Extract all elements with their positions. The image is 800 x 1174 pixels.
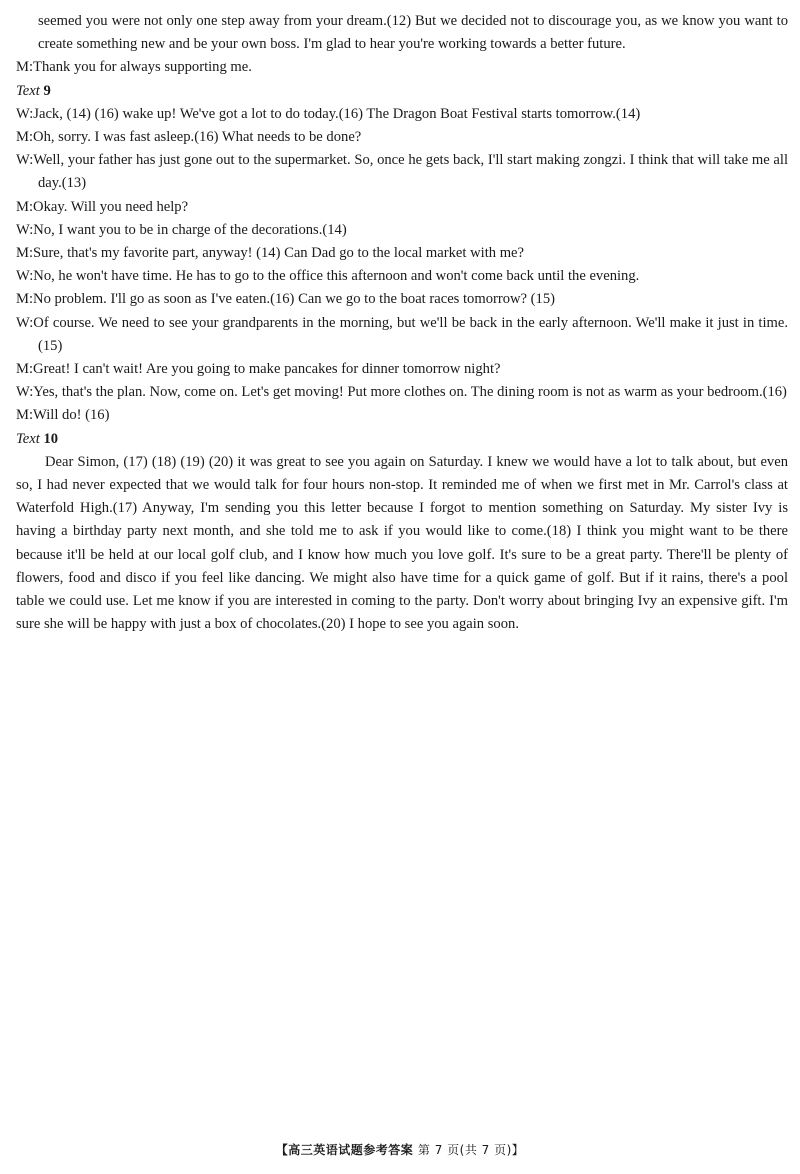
dialogue-line: M:Sure, that's my favorite part, anyway! (14) Can Dad go to the local market with me? — [16, 245, 524, 262]
text10-heading — [16, 428, 788, 451]
text9-heading-number: 9 — [43, 82, 51, 99]
footer-title: 【高三英语试题参考答案 — [275, 1143, 414, 1157]
page-footer — [0, 1141, 800, 1158]
dialogue-line: M:Okay. Will you need help? — [16, 198, 189, 215]
dialogue-line: W:No, I want you to be in charge of the decorations.(14) — [16, 221, 347, 238]
transcript-body — [16, 10, 788, 636]
text8-continuation: seemed you were not only one step away from your dream.(12) But we decided not to discourage you, as we know you want to create something new and be your own boss. I'm glad to hear you're working towards a better future. — [38, 13, 788, 53]
dialogue-line: W:Jack, (14) (16) wake up! We've got a lot to do today.(16) The Dragon Boat Festival starts tomorrow.(14) — [16, 105, 641, 122]
dialogue-line: W:Well, your father has just gone out to the supermarket. So, once he gets back, I'll start making zongzi. I think that will take me all day.(13) — [16, 152, 788, 192]
dialogue-line: M:Oh, sorry. I was fast asleep.(16) What needs to be done? — [16, 129, 362, 146]
dialogue-line: W:No, he won't have time. He has to go to the office this afternoon and won't come back until the evening. — [16, 268, 640, 285]
dialogue-line: W:Yes, that's the plan. Now, come on. Let's get moving! Put more clothes on. The dining room is not as warm as your bedroom.(16) — [16, 384, 787, 401]
text10-heading-label: Text — [16, 430, 40, 447]
dialogue-line: M:No problem. I'll go as soon as I've eaten.(16) Can we go to the boat races tomorrow? (15) — [16, 291, 555, 308]
text10-letter-paragraph: Dear Simon, (17) (18) (19) (20) it was great to see you again on Saturday. I knew we would have a lot to talk about, but even so, I had never expected that we would talk for four hours non-stop. It reminded me of when we first met in Mr. Carrol's class at Waterfold High.(17) Anyway, I'm sending you this letter because I forgot to mention something on Saturday. My sister Ivy is having a birthday party next month, and she told me to ask if you would like to come.(18) I think you might want to be there because it'll be held at our local golf club, and I know how much you love golf. It's sure to be a great party. There'll be plenty of flowers, food and disco if you feel like dancing. We might also have time for a quick game of golf. But if it rains, there's a pool table we could use. Let me know if you are interested in coming to the party. Don't worry about bringing Ivy an expensive gift. I'm sure she will be happy with just a box of chocolates.(20) I hope to see you again soon. — [16, 453, 788, 633]
text9-heading — [16, 80, 788, 103]
text8-closing-line: M:Thank you for always supporting me. — [16, 59, 252, 76]
dialogue-line: M:Will do! (16) — [16, 407, 110, 424]
text9-heading-label: Text — [16, 82, 40, 99]
dialogue-line: M:Great! I can't wait! Are you going to make pancakes for dinner tomorrow night? — [16, 361, 501, 378]
footer-page-number: 第 7 页(共 7 页)】 — [417, 1143, 525, 1157]
dialogue-line: W:Of course. We need to see your grandparents in the morning, but we'll be back in the early afternoon. We'll make it just in time.(15) — [16, 314, 788, 354]
text10-heading-number: 10 — [43, 430, 59, 447]
